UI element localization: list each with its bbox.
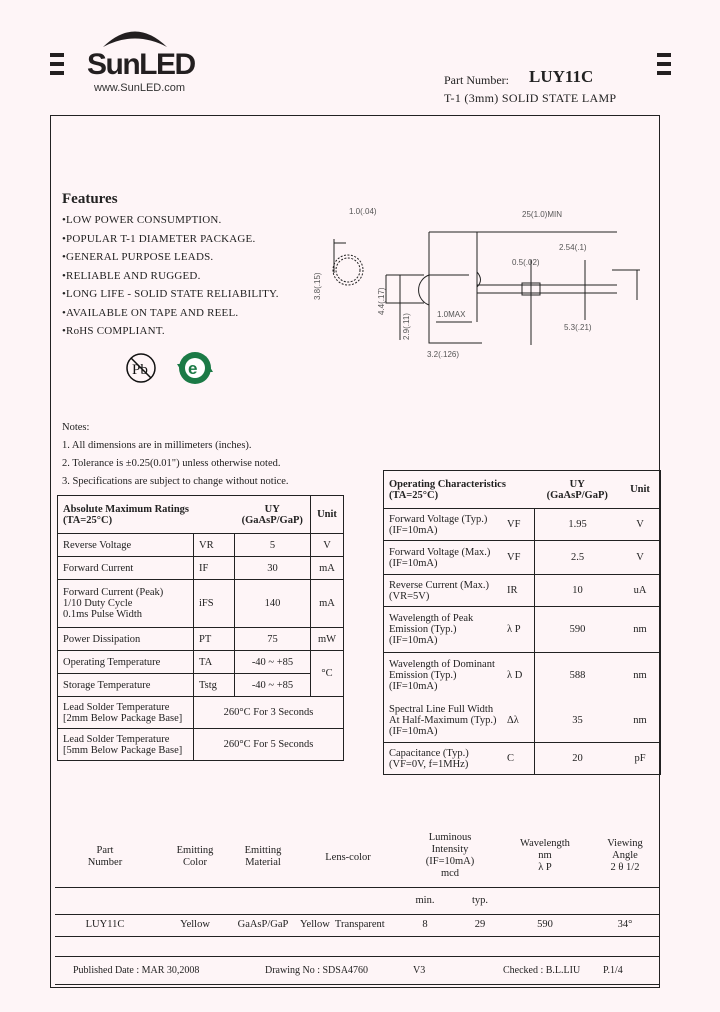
notes	[62, 419, 289, 491]
dimension-label: 2.9(.11)	[402, 313, 411, 340]
features-title: Features	[62, 191, 118, 207]
dimension-label: 5.3(.21)	[564, 323, 592, 332]
table-row: Spectral Line Full Width At Half-Maximum (Typ.) (IF=10mA) Δλ 35 nm	[384, 699, 661, 743]
table-row: Wavelength of Peak Emission (Typ.) (IF=10mA) λ P 590 nm	[384, 607, 661, 653]
product-subtitle: T-1 (3mm) SOLID STATE LAMP	[444, 91, 617, 105]
feature-item: •RoHS COMPLIANT.	[62, 325, 165, 337]
table-row: Lead Solder Temperature [2mm Below Package Base] 260°C For 3 Seconds	[58, 697, 344, 729]
notes-title: Notes:	[62, 422, 90, 433]
table-row: Forward Current (Peak) 1/10 Duty Cycle 0.1ms Pulse Width iFS 140 mA	[58, 580, 344, 628]
dimension-label: 3.8(.15)	[313, 272, 322, 300]
menu-bars-icon	[657, 53, 671, 80]
svg-text:Pb: Pb	[132, 362, 148, 378]
package-dimension-drawing	[312, 205, 667, 365]
feature-item: •RELIABLE AND RUGGED.	[62, 269, 201, 282]
table-row: Reverse Current (Max.) (VR=5V) IR 10 uA	[384, 575, 661, 607]
feature-item: •POPULAR T-1 DIAMETER PACKAGE.	[62, 232, 256, 245]
table-row: Forward Current IF 30 mA	[58, 557, 344, 580]
column-subheader: min.	[415, 895, 435, 906]
brand-logo	[85, 22, 195, 92]
part-selection-table	[55, 830, 660, 937]
dimension-label: 0.5(.02)	[512, 258, 540, 267]
menu-bars-icon	[50, 53, 64, 80]
feature-item: •GENERAL PURPOSE LEADS.	[62, 251, 214, 263]
dimension-label: 2.54(.1)	[559, 243, 587, 252]
published-date: Published Date : MAR 30,2008	[73, 965, 200, 976]
version: V3	[413, 965, 426, 976]
table-row: Reverse Voltage VR 5 V	[58, 534, 344, 557]
dimension-label: 3.2(.126)	[427, 350, 460, 359]
brand-url: www.SunLED.com	[94, 82, 186, 94]
feature-item: •LOW POWER CONSUMPTION.	[62, 214, 222, 226]
column-header: Part Number	[87, 845, 123, 868]
svg-text:e: e	[188, 359, 198, 378]
column-header: Luminous Intensity (IF=10mA) mcd	[425, 832, 475, 879]
table-header: UY (GaAsP/GaP)	[535, 471, 621, 509]
table-row: LUY11C Yellow GaAsP/GaP Yellow Transparent 8 29 590 34°	[55, 915, 660, 937]
absolute-max-ratings-table	[57, 495, 344, 761]
note-item: 3. Specifications are subject to change without notice.	[62, 476, 289, 487]
document-footer	[55, 956, 660, 985]
column-subheader: typ.	[471, 895, 489, 906]
feature-item: •LONG LIFE - SOLID STATE RELIABILITY.	[62, 288, 279, 300]
feature-item: •AVAILABLE ON TAPE AND REEL.	[62, 306, 239, 319]
page-number: P.1/4	[603, 965, 623, 976]
table-header: Unit	[311, 496, 344, 534]
table-row: Forward Voltage (Typ.) (IF=10mA) VF 1.95 V	[384, 509, 661, 541]
table-row: Storage Temperature Tstg -40 ~ +85	[58, 674, 344, 697]
table-row: Lead Solder Temperature [5mm Below Package Base] 260°C For 5 Seconds	[58, 729, 344, 761]
dimension-label: 25(1.0)MIN	[522, 210, 563, 219]
dimension-label: 1.0(.04)	[349, 207, 377, 216]
checked-by: Checked : B.L.LIU	[503, 965, 581, 976]
operating-characteristics-table	[383, 470, 661, 775]
table-row: Operating Temperature TA -40 ~ +85 °C	[58, 651, 344, 674]
column-header: Emitting Color	[176, 845, 214, 868]
note-item: 1. All dimensions are in millimeters (inches).	[62, 440, 252, 451]
eco-recycle-icon	[176, 349, 214, 387]
lead-free-icon	[125, 352, 157, 384]
note-item: 2. Tolerance is ±0.25(0.01") unless otherwise noted.	[62, 458, 281, 469]
table-header: Operating Characteristics (TA=25°C)	[384, 471, 535, 509]
column-header: Emitting Material	[244, 845, 282, 868]
table-header: Unit	[620, 471, 661, 509]
table-row: Wavelength of Dominant Emission (Typ.) (IF=10mA) λ D 588 nm	[384, 653, 661, 699]
table-header: Absolute Maximum Ratings (TA=25°C)	[58, 496, 235, 534]
drawing-number: Drawing No : SDSA4760	[265, 965, 369, 976]
table-row: Capacitance (Typ.) (VF=0V, f=1MHz) C 20 pF	[384, 743, 661, 775]
column-header: Wavelength nm λ P	[520, 838, 570, 873]
table-row: Forward Voltage (Max.) (IF=10mA) VF 2.5 V	[384, 541, 661, 575]
table-header: UY (GaAsP/GaP)	[235, 496, 311, 534]
column-header: Viewing Angle 2 θ 1/2	[607, 838, 643, 873]
column-header: Lens-color	[325, 852, 371, 863]
part-number: LUY11C	[529, 67, 594, 86]
features-list	[62, 211, 279, 341]
part-number-label: Part Number:	[444, 73, 509, 87]
brand-name: SunLED	[87, 48, 195, 81]
dimension-label: 1.0MAX	[437, 310, 466, 319]
table-row: Power Dissipation PT 75 mW	[58, 628, 344, 651]
dimension-label: 4.4(.17)	[377, 287, 386, 315]
